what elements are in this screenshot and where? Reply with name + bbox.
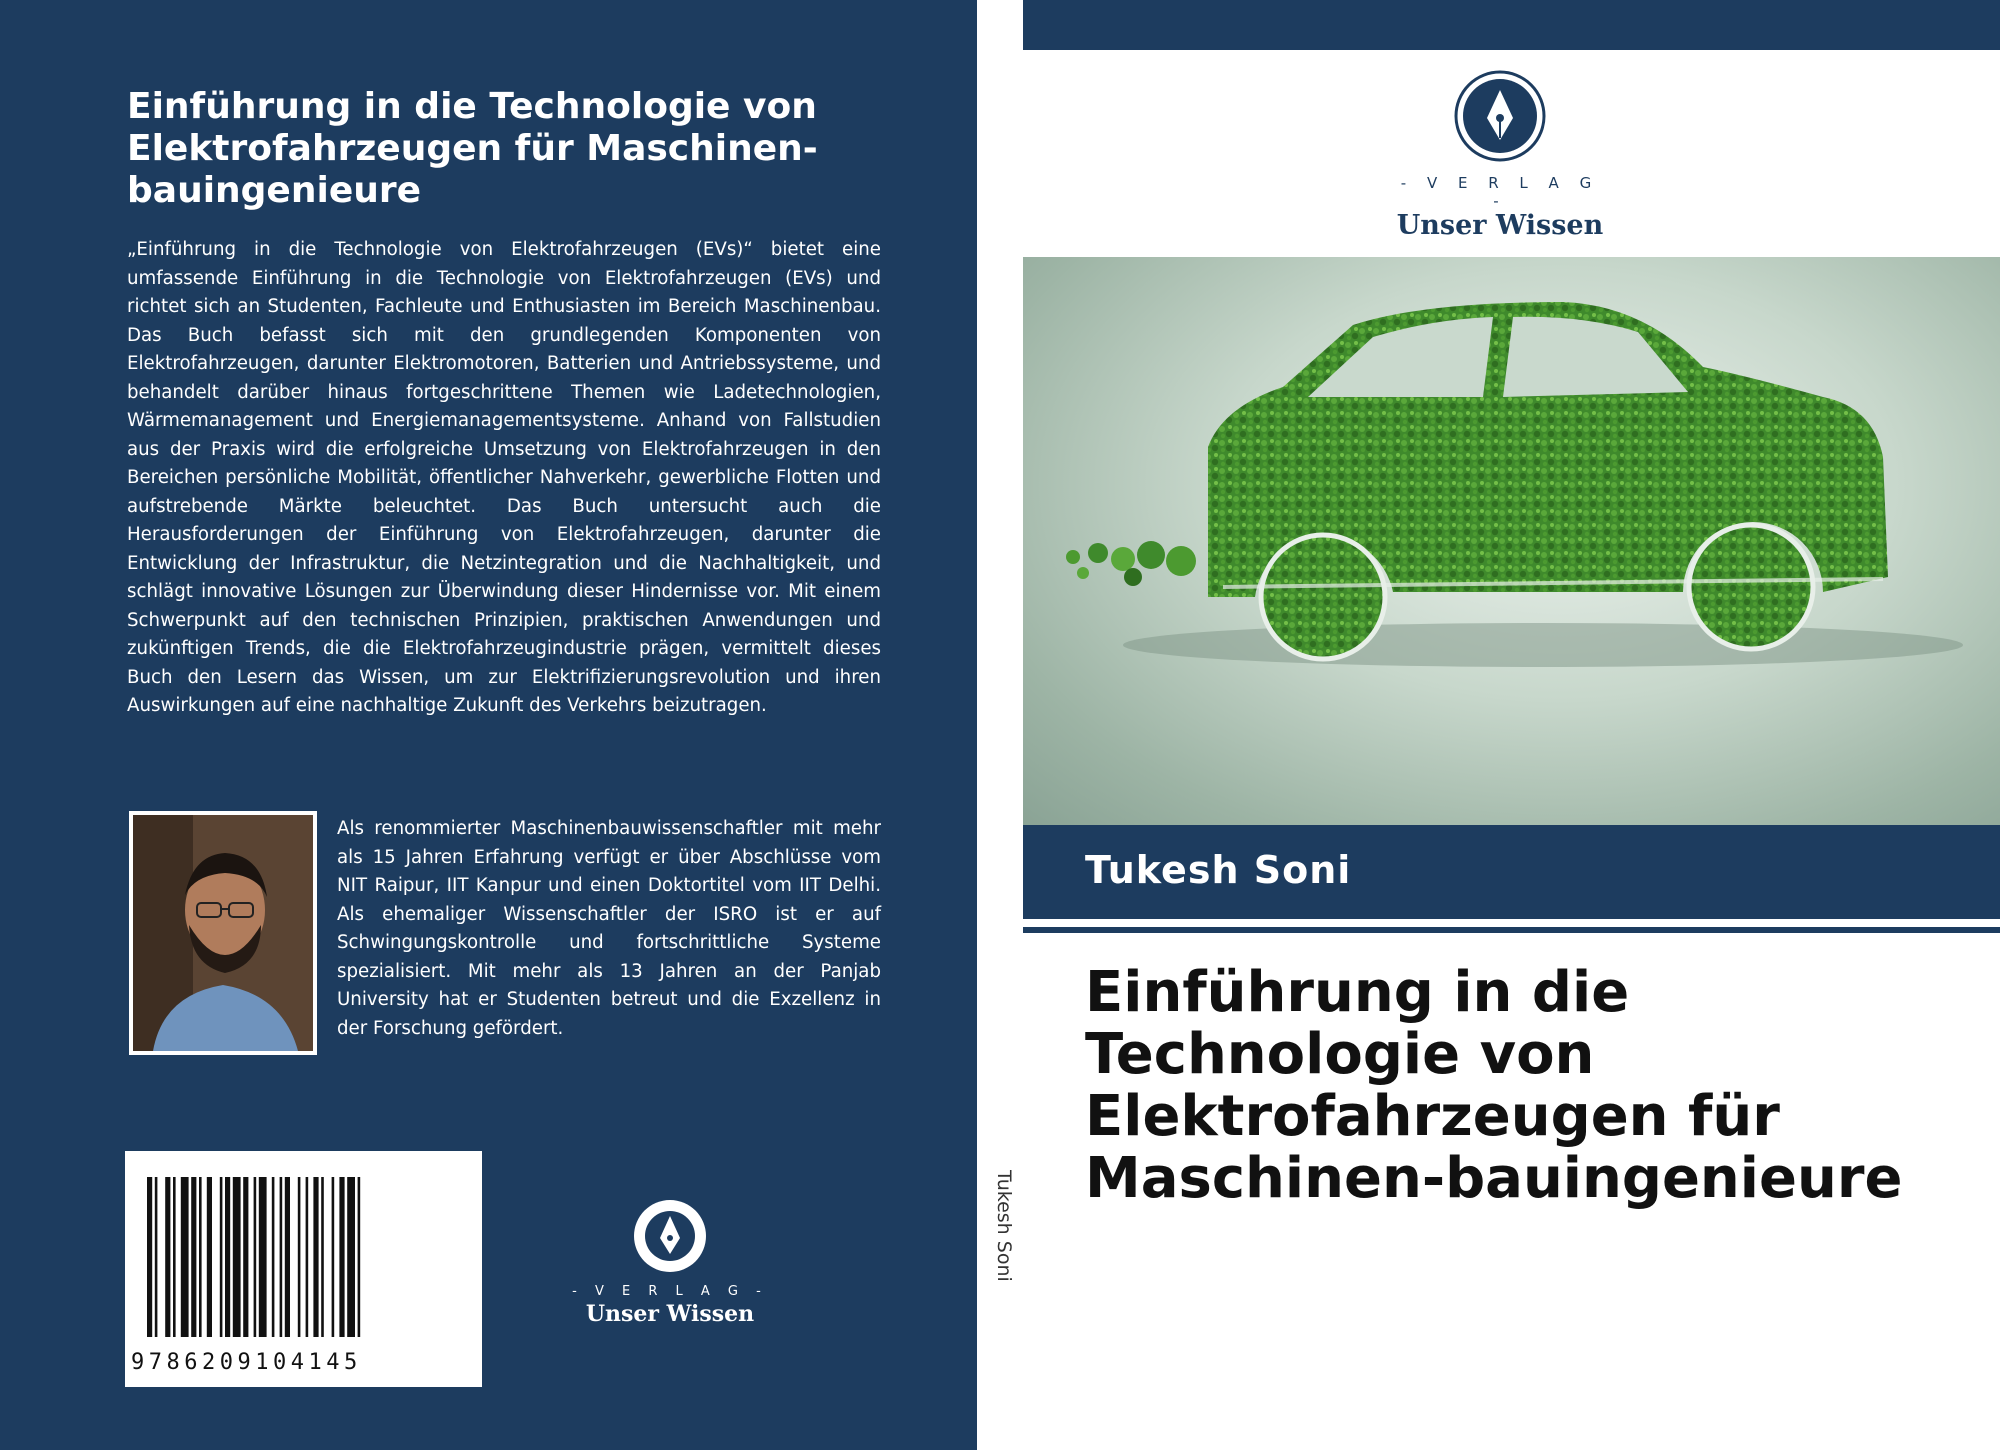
spine-author: Tukesh Soni	[993, 1170, 1015, 1282]
barcode-bar	[358, 1177, 361, 1337]
back-cover-title: Einführung in die Technologie von Elektrofahrzeugen für Maschinen-bauingenieure	[127, 86, 818, 211]
barcode-bar	[207, 1177, 212, 1337]
cover-image	[1023, 257, 2000, 825]
barcode-bar	[233, 1177, 241, 1337]
divider-rule	[1023, 927, 2000, 933]
front-publisher-logo	[1390, 70, 1610, 241]
publisher-seal-icon	[632, 1198, 708, 1274]
barcode-bar	[147, 1177, 152, 1337]
publisher-pen-nib-icon	[1454, 70, 1546, 162]
barcode-bar	[181, 1177, 189, 1337]
barcode-bar	[347, 1177, 355, 1337]
barcode-bar	[155, 1177, 158, 1337]
barcode-bar	[220, 1177, 223, 1337]
front-logo-verlag: - V E R L A G -	[1400, 174, 1600, 210]
back-publisher-logo	[570, 1198, 770, 1328]
front-top-bar	[1023, 0, 2000, 50]
barcode-bar	[173, 1177, 176, 1337]
barcode-bar	[313, 1177, 318, 1337]
barcode-bar	[165, 1177, 170, 1337]
author-photo	[129, 811, 317, 1055]
barcode-bar	[191, 1177, 196, 1337]
front-cover-title: Einführung in die Technologie von Elektrofahrzeugen für Maschinen-bauingenieure	[1085, 960, 1903, 1211]
barcode-bar	[199, 1177, 202, 1337]
back-cover-blurb: „Einführung in die Technologie von Elektrofahrzeugen (EVs)“ bietet eine umfassende Einführung in die Technologie von Elektrofahrzeugen (EVs) und richtet sich an Studenten, Fachleute und Enthusiasten im Bereich Maschinenbau. Das Buch befasst sich mit den grundlegenden Komponenten von Elektrofahrzeugen, darunter Elektromotoren, Batterien und Antriebssysteme, und behandelt darüber hinaus fortgeschrittene Themen wie Ladetechnologien, Wärmemanagement und Energiemanagementsysteme. Anhand von Fallstudien aus der Praxis wird die erfolgreiche Umsetzung von Elektrofahrzeugen in den Bereichen persönliche Mobilität, öffentlicher Nahverkehr, gewerbliche Flotten und aufstrebende Märkte beleuchtet. Das Buch untersucht auch die Herausforderungen der Einführung von Elektrofahrzeugen, darunter die Entwicklung der Infrastruktur, die Netzintegration und die Nachhaltigkeit, und schlägt innovative Lösungen zur Überwindung dieser Hindernisse vor. Mit einem Schwerpunkt auf den technischen Prinzipien, praktischen Anwendungen und zukünftigen Trends, die die Elektrofahrzeugindustrie prägen, vermittelt dieses Buch den Lesern das Wissen, um zur Elektrifizierungsrevolution und ihren Auswirkungen auf eine nachhaltige Zukunft des Verkehrs beizutragen.	[127, 239, 881, 716]
barcode-bar	[259, 1177, 267, 1337]
barcode-bar	[280, 1177, 283, 1337]
barcode-bar	[332, 1177, 335, 1337]
front-logo-brand: Unser Wissen	[1396, 210, 1604, 241]
barcode-bar	[306, 1177, 309, 1337]
isbn-barcode	[125, 1151, 482, 1387]
isbn-number: 9786209104145	[131, 1350, 362, 1375]
front-author-name: Tukesh Soni	[1085, 848, 1352, 892]
back-logo-brand: Unser Wissen	[585, 1301, 755, 1327]
leafy-green-car-icon	[1023, 257, 2000, 825]
barcode-bar	[272, 1177, 275, 1337]
barcode-bars	[125, 1151, 482, 1351]
barcode-bar	[339, 1177, 344, 1337]
barcode-bar	[225, 1177, 230, 1337]
barcode-bar	[285, 1177, 290, 1337]
barcode-bar	[321, 1177, 324, 1337]
barcode-bar	[298, 1177, 301, 1337]
back-logo-verlag: - V E R L A G -	[572, 1284, 768, 1299]
author-portrait-icon	[133, 815, 313, 1051]
author-bio: Als renommierter Maschinenbauwissenschaftler mit mehr als 15 Jahren Erfahrung verfügt er über Abschlüsse vom NIT Raipur, IIT Kanpur und einen Doktortitel vom IIT Delhi. Als ehemaliger Wissenschaftler der ISRO ist er auf Schwingungskontrolle und fortschrittliche Systeme spezialisiert. Mit mehr als 13 Jahren an der Panjab University hat er Studenten betreut und die Exzellenz in der Forschung gefördert.	[337, 818, 881, 1039]
barcode-bar	[243, 1177, 248, 1337]
barcode-bar	[254, 1177, 257, 1337]
